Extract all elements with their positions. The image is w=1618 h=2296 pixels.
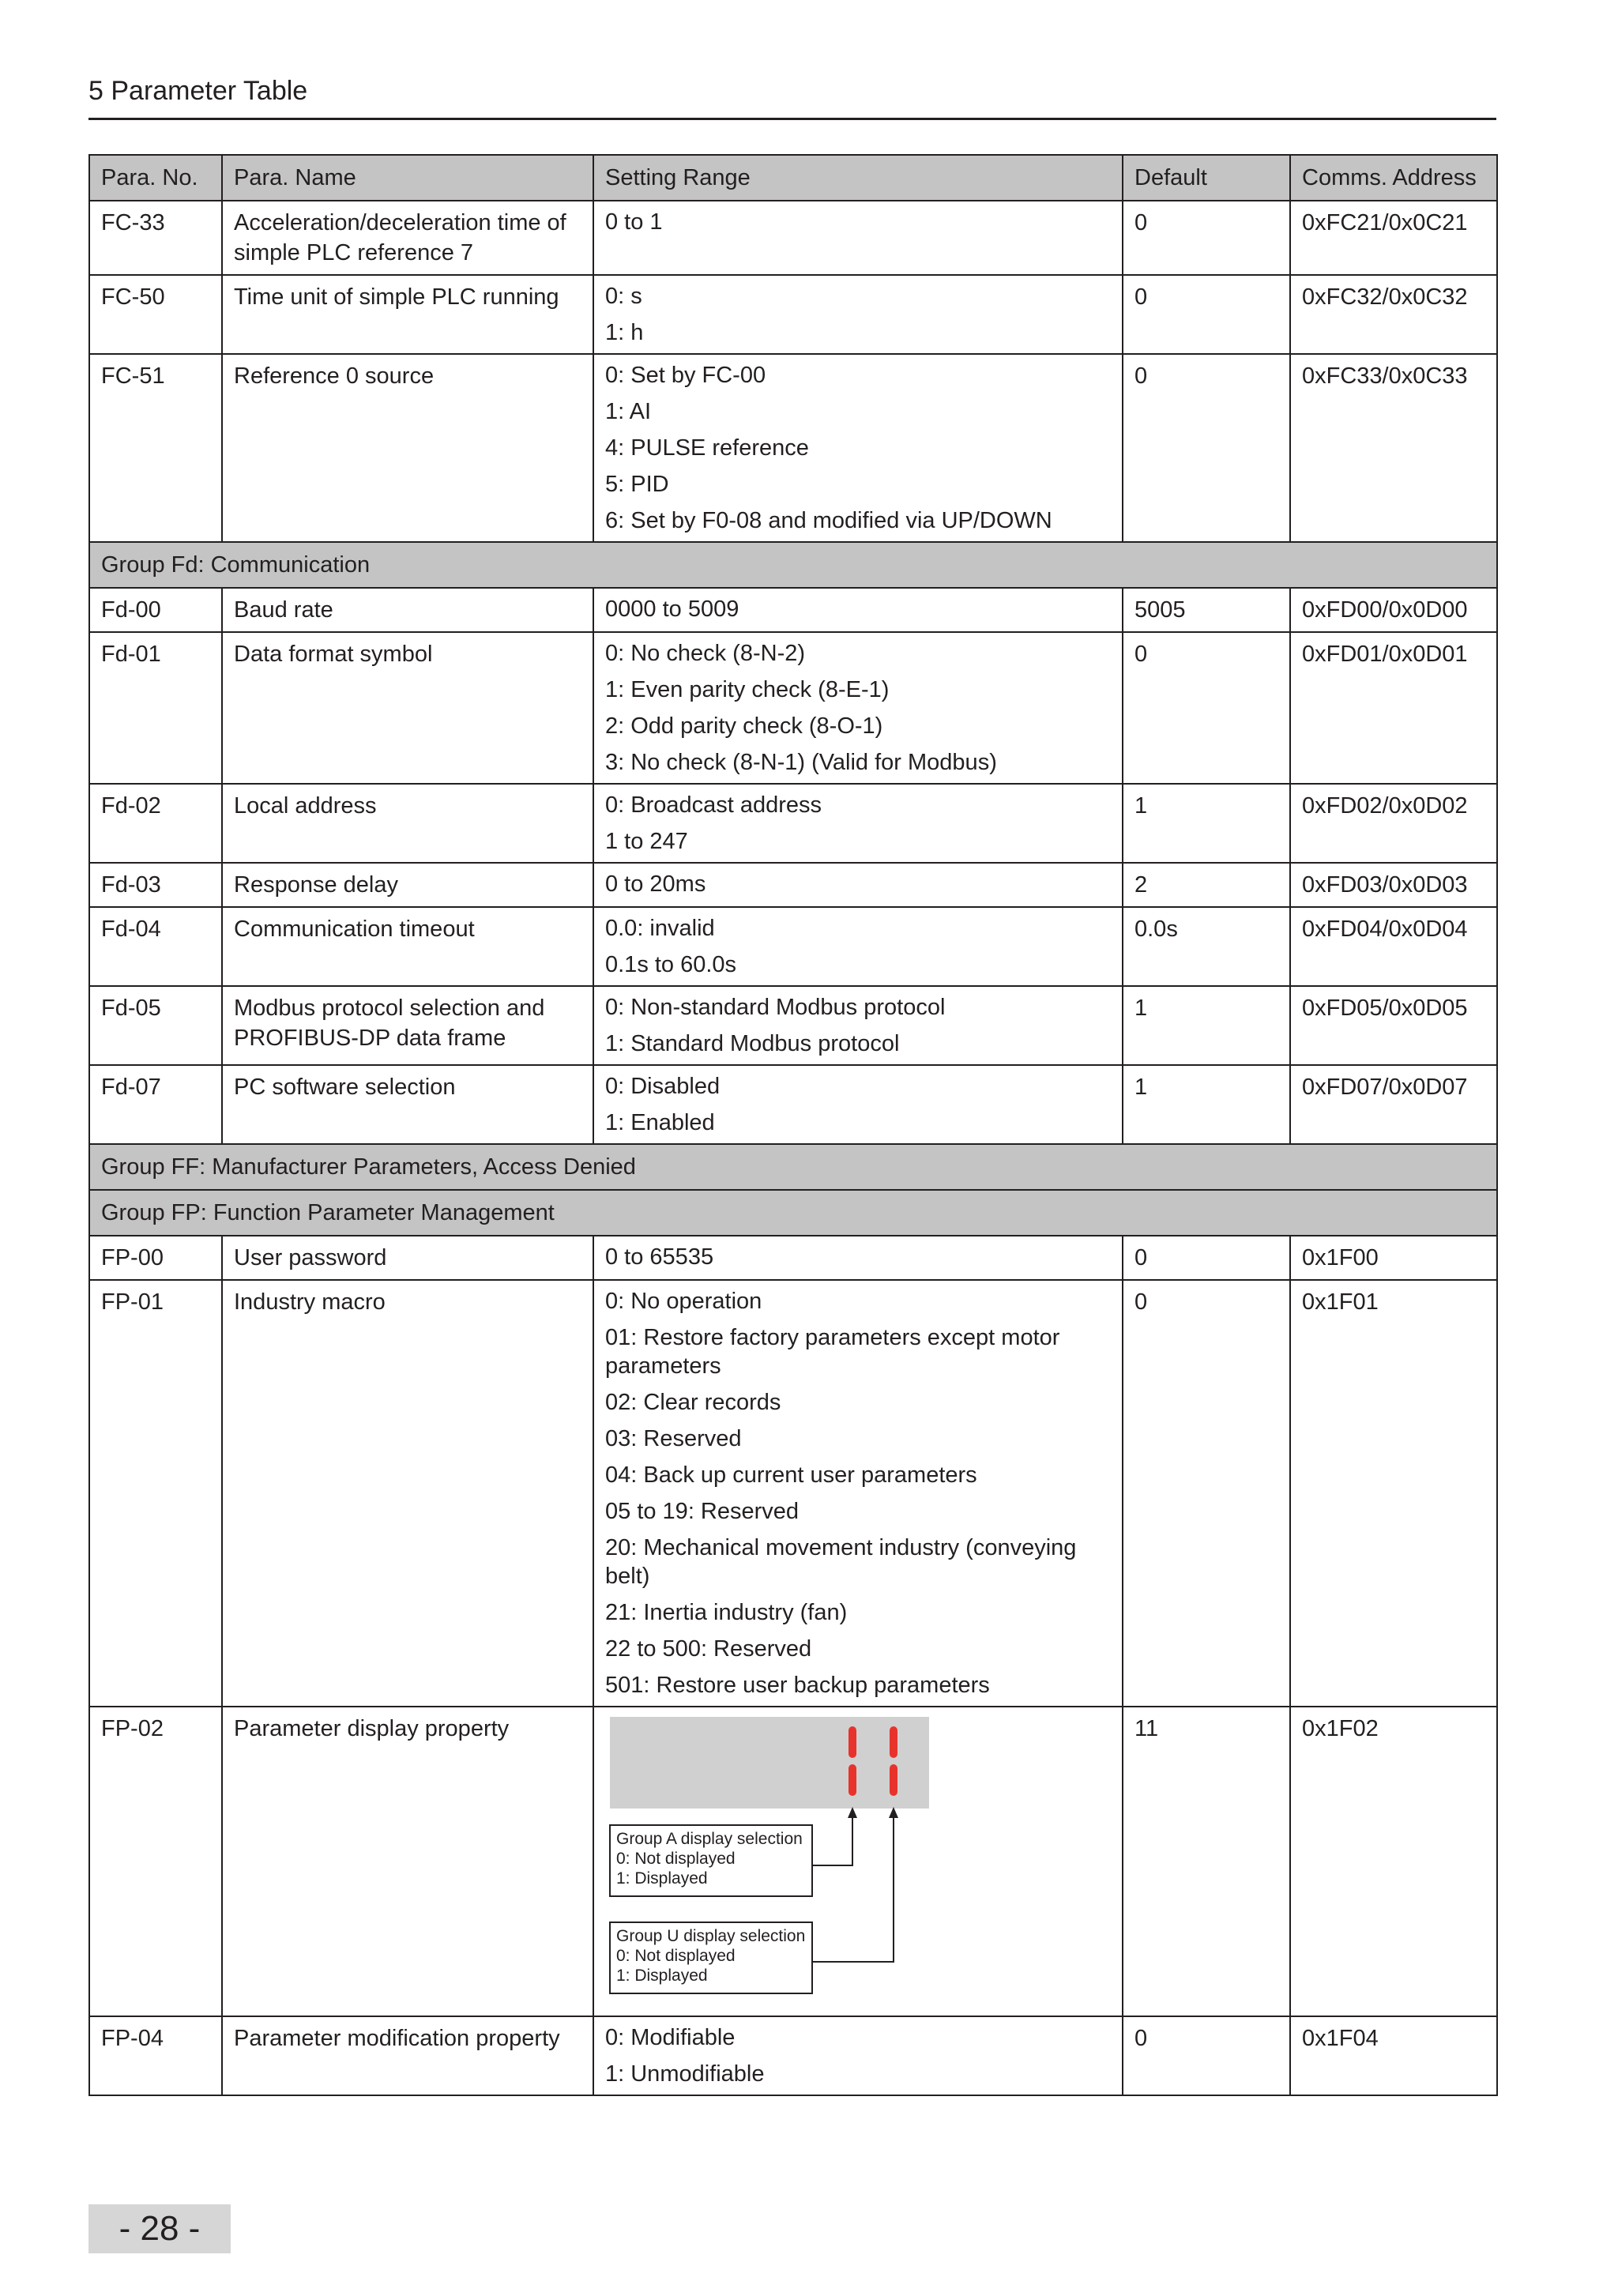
setting-range-cell: [593, 907, 1123, 986]
comms-address-cell: 0x1F00: [1302, 1245, 1379, 1270]
table-row: [89, 354, 1497, 542]
default-value-cell: 0: [1134, 284, 1148, 310]
setting-range-cell: [593, 1280, 1123, 1707]
para-no-cell: Fd-07: [101, 1075, 161, 1100]
para-no-cell: FC-50: [101, 284, 165, 310]
setting-range-cell: [593, 275, 1123, 354]
para-name-cell: Baud rate: [234, 597, 333, 623]
led-display-panel: [610, 1717, 929, 1809]
para-no-cell: FC-33: [101, 210, 165, 235]
default-value-cell: 1: [1134, 1075, 1148, 1100]
setting-range-cell: [593, 354, 1123, 542]
setting-range-option: 04: Back up current user parameters: [605, 1462, 977, 1488]
column-header-comms-address: Comms. Address: [1290, 155, 1497, 201]
setting-range-option: 22 to 500: Reserved: [605, 1636, 812, 1662]
setting-range-cell: [593, 201, 1123, 275]
setting-range-option: 1: Unmodifiable: [605, 2061, 765, 2087]
comms-address-cell: 0xFC32/0x0C32: [1302, 284, 1468, 310]
table-body: [89, 201, 1497, 2095]
setting-range-option: 05 to 19: Reserved: [605, 1499, 800, 1524]
setting-range-option: 0: Non-standard Modbus protocol: [605, 995, 946, 1020]
table-row: [89, 201, 1497, 275]
para-name-cell: User password: [234, 1245, 387, 1270]
para-name-cell: Industry macro: [234, 1289, 386, 1315]
comms-address-cell: 0x1F04: [1302, 2026, 1379, 2051]
para-name-cell: Modbus protocol selection and PROFIBUS-DP data frame: [234, 996, 545, 1051]
table-row: [89, 784, 1497, 863]
column-header-para-name: Para. Name: [222, 155, 593, 201]
setting-range-option: 2: Odd parity check (8-O-1): [605, 713, 883, 739]
arrow-head-icon: [848, 1807, 857, 1818]
setting-range-option: 0.1s to 60.0s: [605, 952, 737, 977]
digit-segment: [849, 1726, 856, 1758]
setting-range-cell: [593, 986, 1123, 1065]
comms-address-cell: 0x1F02: [1302, 1716, 1379, 1741]
table-row: [89, 632, 1497, 784]
group-header-row: [89, 1190, 1497, 1236]
comms-address-cell: 0xFC21/0x0C21: [1302, 210, 1468, 235]
digit-segment: [849, 1764, 856, 1796]
table-row: [89, 2016, 1497, 2095]
para-name-cell: Parameter modification property: [234, 2026, 560, 2051]
group-title: Group FF: Manufacturer Parameters, Access Denied: [89, 1144, 1497, 1190]
para-no-cell: Fd-01: [101, 642, 161, 667]
setting-range-cell: [593, 588, 1123, 632]
para-no-cell: FP-02: [101, 1716, 164, 1741]
default-value-cell: 0: [1134, 210, 1148, 235]
group-header-row: [89, 542, 1497, 588]
setting-range-option: 4: PULSE reference: [605, 435, 809, 461]
group-u-box-line: Group U display selection: [616, 1927, 806, 1945]
setting-range-option: 20: Mechanical movement industry (conveying belt): [605, 1535, 1077, 1589]
para-no-cell: FC-51: [101, 363, 165, 389]
default-value-cell: 0: [1134, 1245, 1148, 1270]
arrow-head-icon: [889, 1807, 898, 1818]
comms-address-cell: 0x1F01: [1302, 1289, 1379, 1315]
comms-address-cell: 0xFD02/0x0D02: [1302, 793, 1468, 819]
comms-address-cell: 0xFD00/0x0D00: [1302, 597, 1468, 623]
digit-segment: [890, 1764, 897, 1796]
setting-range-option: 0 to 65535: [605, 1244, 714, 1270]
para-no-cell: Fd-03: [101, 872, 161, 898]
default-value-cell: 0: [1134, 1289, 1148, 1315]
para-name-cell: Parameter display property: [234, 1716, 510, 1741]
setting-range-option: 0 to 20ms: [605, 871, 706, 897]
column-header-para-no: Para. No.: [89, 155, 222, 201]
default-value-cell: 0: [1134, 642, 1148, 667]
setting-range-cell: [593, 863, 1123, 907]
setting-range-option: 1: h: [605, 320, 644, 345]
group-a-box-line: 1: Displayed: [616, 1869, 708, 1888]
setting-range-option: 5: PID: [605, 472, 669, 497]
group-a-box-line: Group A display selection: [616, 1830, 803, 1848]
para-no-cell: FP-00: [101, 1245, 164, 1270]
para-name-cell: Reference 0 source: [234, 363, 435, 389]
default-value-cell: 0: [1134, 363, 1148, 389]
default-value-cell: 2: [1134, 872, 1148, 898]
setting-range-cell: [593, 1065, 1123, 1144]
setting-range-option: 1: Standard Modbus protocol: [605, 1031, 900, 1056]
header-divider: [88, 118, 1496, 120]
setting-range-option: 01: Restore factory parameters except motor parameters: [605, 1325, 1060, 1379]
default-value-cell: 0: [1134, 2026, 1148, 2051]
table-row: [89, 1280, 1497, 1707]
column-header-default: Default: [1123, 155, 1290, 201]
setting-range-option: 501: Restore user backup parameters: [605, 1673, 990, 1698]
para-name-cell: Local address: [234, 793, 377, 819]
setting-range-option: 0.0: invalid: [605, 916, 715, 941]
group-title: Group FP: Function Parameter Management: [89, 1190, 1497, 1236]
table-row: [89, 907, 1497, 986]
table-row: [89, 1236, 1497, 1280]
table-row: [89, 588, 1497, 632]
para-name-cell: Data format symbol: [234, 642, 433, 667]
setting-range-option: 02: Clear records: [605, 1390, 781, 1415]
setting-range-option: 1: Enabled: [605, 1110, 715, 1135]
table-row: [89, 863, 1497, 907]
comms-address-cell: 0xFD05/0x0D05: [1302, 996, 1468, 1021]
setting-range-option: 0: Disabled: [605, 1074, 721, 1099]
group-a-box-line: 0: Not displayed: [616, 1850, 736, 1868]
setting-range-option: 03: Reserved: [605, 1426, 742, 1451]
table-row: [89, 1707, 1497, 2016]
para-no-cell: Fd-00: [101, 597, 161, 623]
para-name-cell: Time unit of simple PLC running: [234, 284, 559, 310]
table-row: [89, 986, 1497, 1065]
setting-range-option: 0 to 1: [605, 209, 663, 235]
setting-range-cell: [593, 1236, 1123, 1280]
setting-range-cell: [593, 1707, 1123, 2016]
setting-range-option: 0: Modifiable: [605, 2025, 736, 2050]
setting-range-option: 0: No operation: [605, 1289, 762, 1314]
arrow-line-a: [812, 1815, 852, 1865]
setting-range-option: 3: No check (8-N-1) (Valid for Modbus): [605, 750, 997, 775]
comms-address-cell: 0xFD01/0x0D01: [1302, 642, 1468, 667]
para-name-cell: Acceleration/deceleration time of simple PLC reference 7: [234, 210, 566, 265]
digit-segment: [890, 1726, 897, 1758]
default-value-cell: 0.0s: [1134, 917, 1178, 942]
para-no-cell: FP-04: [101, 2026, 164, 2051]
setting-range-option: 0: Broadcast address: [605, 792, 822, 818]
setting-range-option: 21: Inertia industry (fan): [605, 1600, 848, 1625]
setting-range-option: 1 to 247: [605, 829, 688, 854]
default-value-cell: 5005: [1134, 597, 1186, 623]
setting-range-option: 1: Even parity check (8-E-1): [605, 677, 890, 702]
comms-address-cell: 0xFC33/0x0C33: [1302, 363, 1468, 389]
default-value-cell: 1: [1134, 793, 1148, 819]
para-no-cell: Fd-02: [101, 793, 161, 819]
para-no-cell: FP-01: [101, 1289, 164, 1315]
setting-range-option: 0000 to 5009: [605, 597, 739, 622]
parameter-table: [88, 154, 1498, 2096]
para-name-cell: Response delay: [234, 872, 398, 898]
comms-address-cell: 0xFD04/0x0D04: [1302, 917, 1468, 942]
setting-range-option: 6: Set by F0-08 and modified via UP/DOWN: [605, 508, 1052, 533]
group-u-box-line: 0: Not displayed: [616, 1947, 736, 1965]
default-value-cell: 11: [1134, 1716, 1159, 1741]
display-property-diagram: [605, 1717, 929, 2009]
para-no-cell: Fd-04: [101, 917, 161, 942]
para-name-cell: PC software selection: [234, 1075, 456, 1100]
page-number: - 28 -: [88, 2204, 231, 2253]
table-row: [89, 275, 1497, 354]
para-no-cell: Fd-05: [101, 996, 161, 1021]
setting-range-option: 0: No check (8-N-2): [605, 641, 806, 666]
comms-address-cell: 0xFD03/0x0D03: [1302, 872, 1468, 898]
group-u-box-line: 1: Displayed: [616, 1967, 708, 1985]
setting-range-option: 0: Set by FC-00: [605, 363, 766, 388]
para-name-cell: Communication timeout: [234, 917, 475, 942]
group-title: Group Fd: Communication: [89, 542, 1497, 588]
setting-range-option: 0: s: [605, 284, 642, 309]
table-header-row: [89, 155, 1497, 201]
setting-range-cell: [593, 2016, 1123, 2095]
page-header-title: 5 Parameter Table: [88, 76, 308, 106]
comms-address-cell: 0xFD07/0x0D07: [1302, 1075, 1468, 1100]
default-value-cell: 1: [1134, 996, 1148, 1021]
group-header-row: [89, 1144, 1497, 1190]
column-header-setting-range: Setting Range: [593, 155, 1123, 201]
table-row: [89, 1065, 1497, 1144]
setting-range-cell: [593, 632, 1123, 784]
setting-range-option: 1: AI: [605, 399, 652, 424]
setting-range-cell: [593, 784, 1123, 863]
